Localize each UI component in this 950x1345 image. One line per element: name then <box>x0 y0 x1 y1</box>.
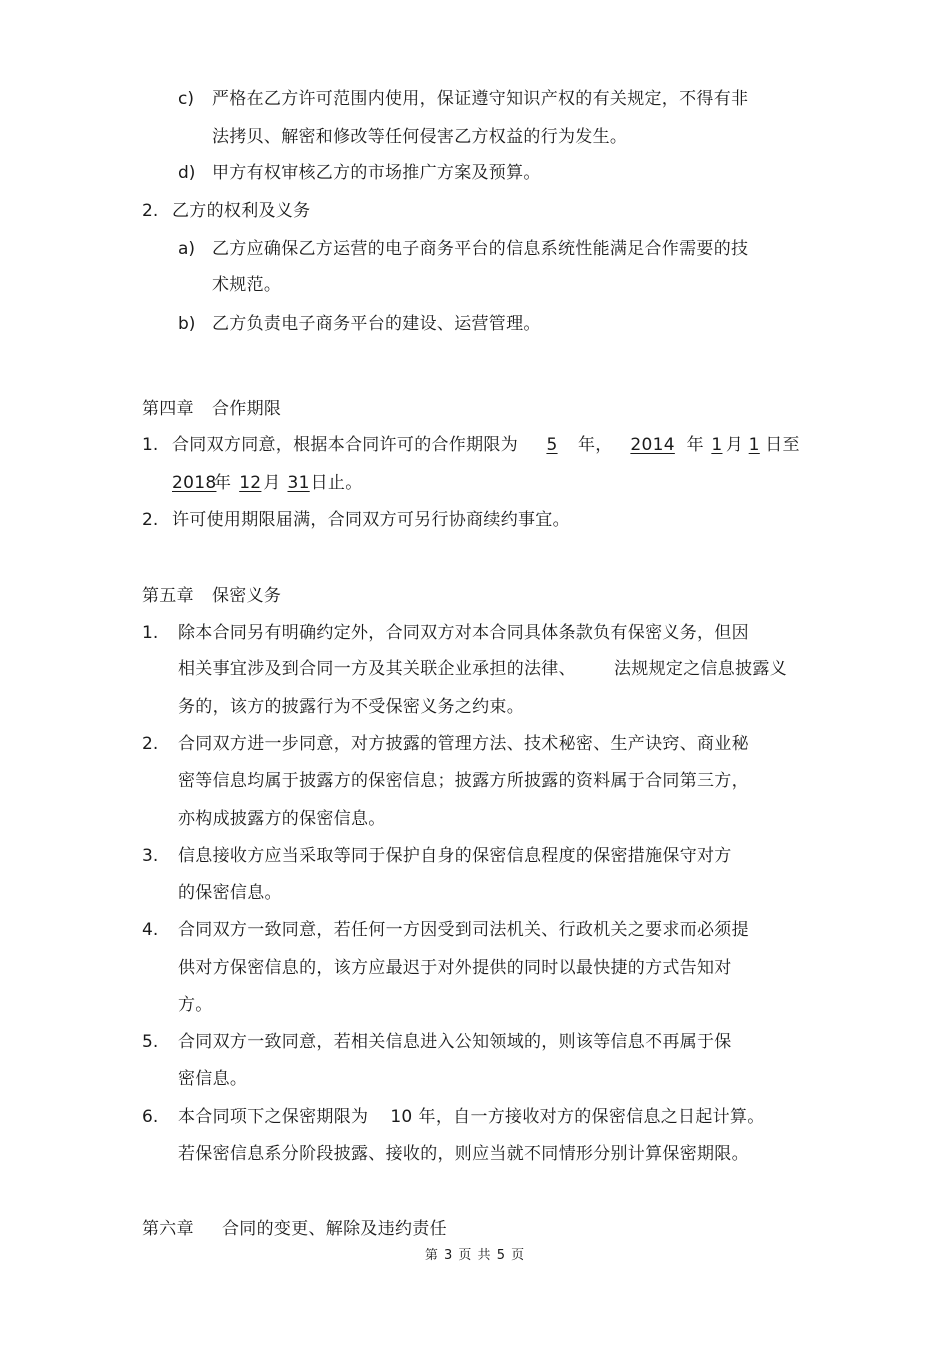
item-label-a: a) <box>178 239 196 259</box>
chap4-item2-text: 许可使用期限届满，合同双方可另行协商续约事宜。 <box>172 510 570 530</box>
term-years-value: 5 <box>546 435 558 455</box>
item-c-line1: 严格在乙方许可范围内使用，保证遵守知识产权的有关规定，不得有非 <box>212 89 749 109</box>
chapter-5-number: 第五章 <box>142 586 194 606</box>
end-month-unit: 月 <box>263 473 281 493</box>
chap4-item1-text <box>172 434 800 456</box>
start-month-unit: 月 <box>725 435 744 455</box>
end-month-value: 12 <box>239 473 262 493</box>
start-year-value: 2014 <box>630 435 675 455</box>
chap4-item2-number: 2. <box>142 510 159 530</box>
chap5-item4-line1: 合同双方一致同意，若任何一方因受到司法机关、行政机关之要求而必须提 <box>178 920 749 940</box>
confidential-term-intro: 本合同项下之保密期限为 <box>178 1107 369 1127</box>
end-year-unit: 年 <box>214 473 232 493</box>
chap5-item2-line2: 密等信息均属于披露方的保密信息；披露方所披露的资料属于合同第三方， <box>178 771 749 791</box>
chap5-item6-line2: 若保密信息系分阶段披露、接收的，则应当就不同情形分别计算保密期限。 <box>178 1144 749 1164</box>
chap5-item5-number: 5. <box>142 1032 159 1052</box>
chap5-item4-line3: 方。 <box>178 995 213 1015</box>
item-d-line1: 甲方有权审核乙方的市场推广方案及预算。 <box>212 163 541 183</box>
chap5-item2-line1: 合同双方进一步同意，对方披露的管理方法、技术秘密、生产诀窍、商业秘 <box>178 734 749 754</box>
item-label-c: c) <box>178 89 194 109</box>
start-day-value: 1 <box>748 435 760 455</box>
chapter-5-title: 保密义务 <box>212 586 282 606</box>
item-label-b: b) <box>178 314 196 334</box>
chap4-item1-line2 <box>172 472 363 494</box>
section-2-title: 乙方的权利及义务 <box>172 201 311 221</box>
chap5-item1-line1: 除本合同另有明确约定外，合同双方对本合同具体条款负有保密义务，但因 <box>178 623 749 643</box>
chapter-4-number: 第四章 <box>142 399 194 419</box>
chap5-item1-line3: 务的，该方的披露行为不受保密义务之约束。 <box>178 697 524 717</box>
chap4-item1-number: 1. <box>142 435 159 455</box>
item-a-line1: 乙方应确保乙方运营的电子商务平台的信息系统性能满足合作需要的技 <box>212 239 749 259</box>
confidential-term-years: 10 <box>390 1107 413 1127</box>
chap5-item2-line3: 亦构成披露方的保密信息。 <box>178 809 386 829</box>
item-b-line1: 乙方负责电子商务平台的建设、运营管理。 <box>212 314 541 334</box>
term-year-unit: 年， <box>578 435 613 455</box>
chap5-item1-line2b: 法规规定之信息披露义 <box>614 659 787 679</box>
start-year-unit: 年 <box>686 435 704 455</box>
item-label-d: d) <box>178 163 196 183</box>
start-day-unit: 日至 <box>765 435 800 455</box>
chap5-item5-line2: 密信息。 <box>178 1069 248 1089</box>
chap5-item3-line1: 信息接收方应当采取等同于保护自身的保密信息程度的保密措施保守对方 <box>178 846 732 866</box>
chapter-6-title: 合同的变更、解除及违约责任 <box>222 1219 447 1239</box>
confidential-term-rest: 年，自一方接收对方的保密信息之日起计算。 <box>418 1107 765 1127</box>
end-day-value: 31 <box>287 473 310 493</box>
chap5-item5-line1: 合同双方一致同意，若相关信息进入公知领域的，则该等信息不再属于保 <box>178 1032 732 1052</box>
chap5-item6-number: 6. <box>142 1107 159 1127</box>
end-year-value: 2018 <box>172 473 217 493</box>
chap5-item3-line2: 的保密信息。 <box>178 883 282 903</box>
item-c-line2: 法拷贝、解密和修改等任何侵害乙方权益的行为发生。 <box>212 127 628 147</box>
chapter-4-title: 合作期限 <box>212 399 282 419</box>
chap5-item3-number: 3. <box>142 846 159 866</box>
chap5-item6-line1 <box>178 1106 765 1128</box>
page-footer: 第 3 页 共 5 页 <box>424 1248 526 1263</box>
chap5-item1-line2a: 相关事宜涉及到合同一方及其关联企业承担的法律、 <box>178 659 576 679</box>
section-2-number: 2. <box>142 201 159 221</box>
chapter-6-number: 第六章 <box>142 1219 194 1239</box>
start-month-value: 1 <box>711 435 723 455</box>
chap5-item4-line2: 供对方保密信息的，该方应最迟于对外提供的同时以最快捷的方式告知对 <box>178 958 732 978</box>
term-intro-text: 合同双方同意，根据本合同许可的合作期限为 <box>172 435 518 455</box>
chap5-item1-number: 1. <box>142 623 159 643</box>
item-a-line2: 术规范。 <box>212 275 282 295</box>
end-day-unit: 日止。 <box>310 473 363 493</box>
chap5-item4-number: 4. <box>142 920 159 940</box>
chap5-item2-number: 2. <box>142 734 159 754</box>
